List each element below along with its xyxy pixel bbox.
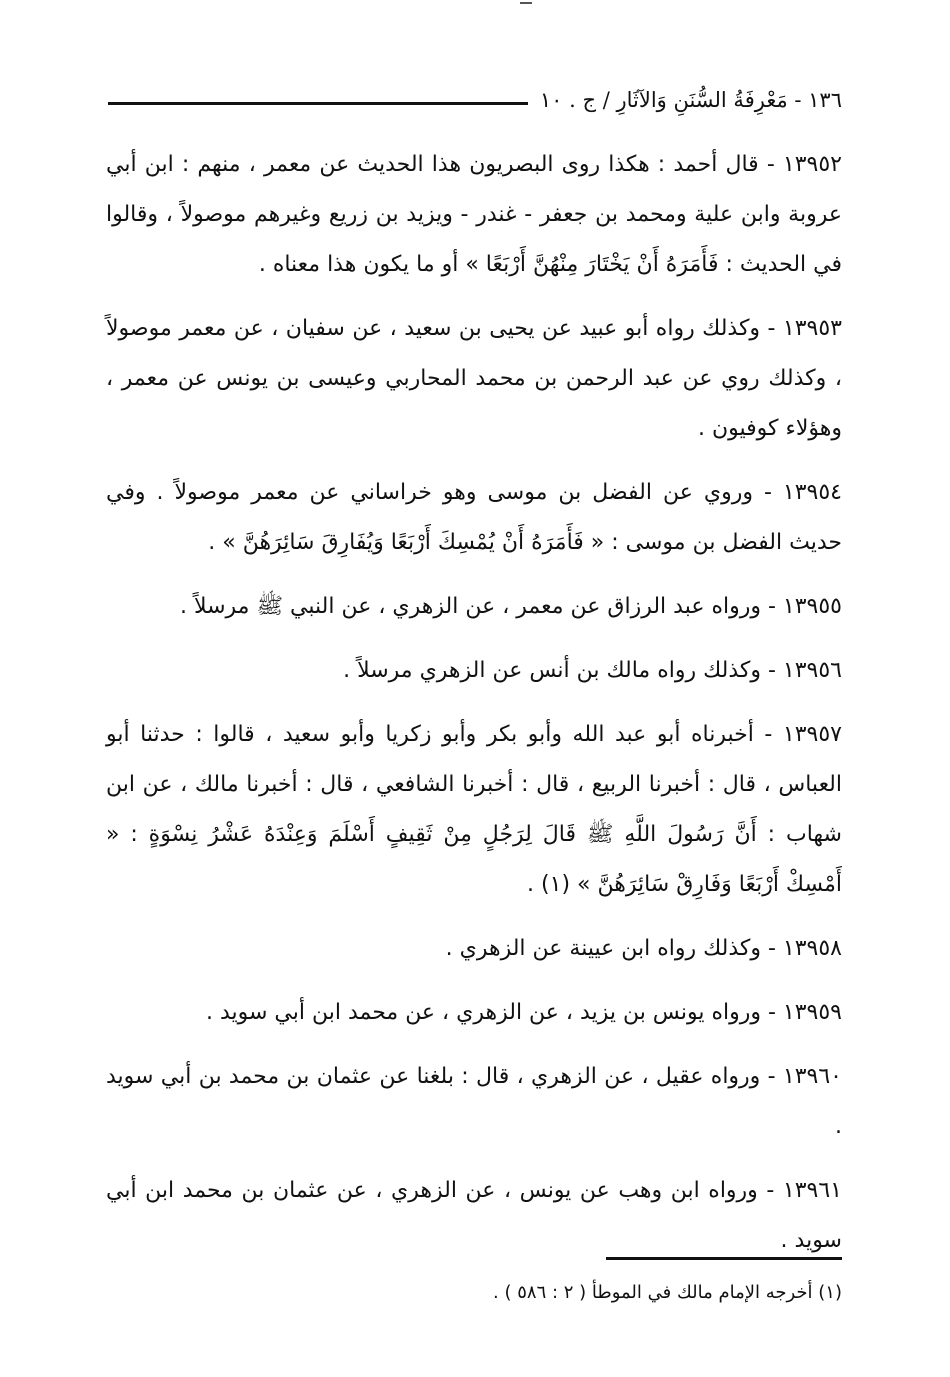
footnote: (١) أخرجه الإمام مالك في الموطأ ( ٢ : ٥٨٦ ) . xyxy=(493,1282,842,1303)
main-text xyxy=(106,140,842,1280)
paragraph-13961: ١٣٩٦١ - ورواه ابن وهب عن يونس ، عن الزهري ، عن عثمان بن محمد ابن أبي سويد . xyxy=(106,1178,842,1253)
paragraph-13956: ١٣٩٥٦ - وكذلك رواه مالك بن أنس عن الزهري مرسلاً . xyxy=(343,658,842,683)
paragraph-13958: ١٣٩٥٨ - وكذلك رواه ابن عيينة عن الزهري . xyxy=(445,936,842,961)
paragraph-13954: ١٣٩٥٤ - وروي عن الفضل بن موسى وهو خراساني عن معمر موصولاً . وفي حديث الفضل بن موسى : « فَأَمَرَهُ أَنْ يُمْسِكَ أَرْبَعًا وَيُفَارِقَ سَائِرَهُنَّ » . xyxy=(106,480,842,555)
paragraph-13959: ١٣٩٥٩ - ورواه يونس بن يزيد ، عن الزهري ، عن محمد ابن أبي سويد . xyxy=(205,1000,842,1025)
running-title: ١٣٦ - مَعْرِفَةُ السُّنَنِ وَالآثَارِ / ج . ١٠ xyxy=(539,88,842,112)
scan-mark xyxy=(520,2,532,4)
footnote-rule xyxy=(606,1257,842,1260)
paragraph-13957: ١٣٩٥٧ - أخبرناه أبو عبد الله وأبو بكر وأبو زكريا وأبو سعيد ، قالوا : حدثنا أبو العباس ، قال : أخبرنا الربيع ، قال : أخبرنا الشافعي ، قال : أخبرنا مالك ، عن ابن شهاب : أَنَّ رَسُولَ اللَّهِ ﷺ قَالَ لِرَجُلٍ مِنْ ثَقِيفٍ أَسْلَمَ وَعِنْدَهُ عَشْرُ نِسْوَةٍ : « أَمْسِكْ أَرْبَعًا وَفَارِقْ سَائِرَهُنَّ » (١) . xyxy=(106,722,842,897)
paragraph-13960: ١٣٩٦٠ - ورواه عقيل ، عن الزهري ، قال : بلغنا عن عثمان بن محمد بن أبي سويد . xyxy=(106,1064,842,1139)
paragraph-13955: ١٣٩٥٥ - ورواه عبد الرزاق عن معمر ، عن الزهري ، عن النبي ﷺ مرسلاً . xyxy=(180,594,842,619)
header-rule xyxy=(108,102,528,105)
paragraph-13953: ١٣٩٥٣ - وكذلك رواه أبو عبيد عن يحيى بن سعيد ، عن سفيان ، عن معمر موصولاً ، وكذلك روي عن عبد الرحمن بن محمد المحاربي وعيسى بن يونس عن معمر ، وهؤلاء كوفيون . xyxy=(106,316,842,441)
paragraph-13952: ١٣٩٥٢ - قال أحمد : هكذا روى البصريون هذا الحديث عن معمر ، منهم : ابن أبي عروبة وابن علية ومحمد بن جعفر - غندر - ويزيد بن زريع وغيرهم موصولاً ، وقالوا في الحديث : فَأَمَرَهُ أَنْ يَخْتَارَ مِنْهُنَّ أَرْبَعًا » أو ما يكون هذا معناه . xyxy=(106,152,842,277)
page-header xyxy=(108,82,842,118)
